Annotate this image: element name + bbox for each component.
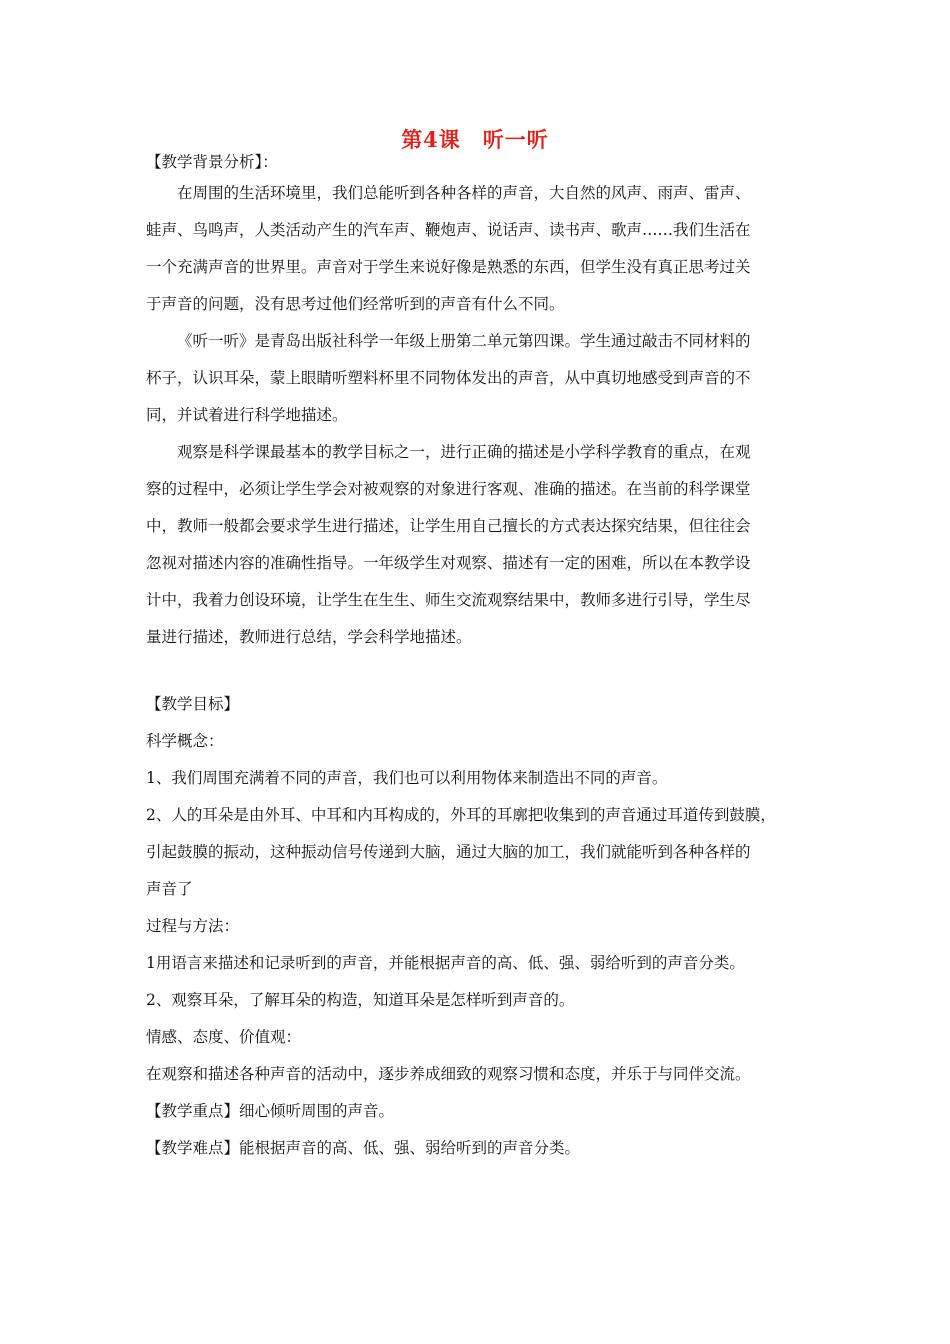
paragraph-line: 计中，我着力创设环境，让学生在生生、师生交流观察结果中，教师多进行引导，学生尽 [146,591,751,609]
paragraph-line: 同，并试着进行科学地描述。 [146,406,348,424]
difficulty [146,1130,836,1167]
emotion-label: 情感、态度、价值观： [146,1028,302,1046]
concept-item: 引起鼓膜的振动，这种振动信号传递到大脑，通过大脑的加工，我们就能听到各种各样的 [146,843,751,861]
background-paragraph-2 [146,323,836,434]
key-point-label: 【教学重点】 [146,1102,240,1120]
lesson-number: 第4课 [401,127,461,152]
background-paragraph-3 [146,434,836,656]
paragraph-line: 忽视对描述内容的准确性指导。一年级学生对观察、描述有一定的困难，所以在本教学设 [146,554,751,572]
paragraph-line: 量进行描述，教师进行总结，学会科学地描述。 [146,628,472,646]
section-gap [146,656,836,686]
background-heading: 【教学背景分析】： [146,153,278,171]
process-item: 2、观察耳朵，了解耳朵的构造，知道耳朵是怎样听到声音的。 [146,991,575,1009]
paragraph-line: 于声音的问题，没有思考过他们经常听到的声音有什么不同。 [146,295,565,313]
key-point [146,1093,836,1130]
concept-label: 科学概念： [146,732,224,750]
paragraph-line: 察的过程中，必须让学生学会对被观察的对象进行客观、准确的描述。在当前的科学课堂 [146,480,751,498]
process-label: 过程与方法： [146,917,240,935]
paragraph-line: 在周围的生活环境里，我们总能听到各种各样的声音，大自然的风声、雨声、雷声、 [177,184,751,202]
emotion-item: 在观察和描述各种声音的活动中，逐步养成细致的观察习惯和态度，并乐于与同伴交流。 [146,1065,751,1083]
paragraph-line: 蛙声、鸟鸣声，人类活动产生的汽车声、鞭炮声、说话声、读书声、歌声……我们生活在 [146,221,751,239]
lesson-name: 听一听 [482,127,549,152]
objectives-heading: 【教学目标】 [146,695,240,713]
paragraph-line: 杯子，认识耳朵，蒙上眼睛听塑料杯里不同物体发出的声音，从中真切地感受到声音的不 [146,369,751,387]
paragraph-line: 一个充满声音的世界里。声音对于学生来说好像是熟悉的东西，但学生没有真正思考过关 [146,258,751,276]
paragraph-line: 中，教师一般都会要求学生进行描述，让学生用自己擅长的方式表达探究结果，但往往会 [146,517,751,535]
process-item: 1用语言来描述和记录听到的声音，并能根据声音的高、低、强、弱给听到的声音分类。 [146,954,745,972]
difficulty-text: 能根据声音的高、低、强、弱给听到的声音分类。 [239,1139,581,1157]
concept-item: 2、人的耳朵是由外耳、中耳和内耳构成的，外耳的耳廓把收集到的声音通过耳道传到鼓膜， [146,806,776,824]
key-point-text: 细心倾听周围的声音。 [239,1102,395,1120]
difficulty-label: 【教学难点】 [146,1139,240,1157]
paragraph-line: 观察是科学课最基本的教学目标之一，进行正确的描述是小学科学教育的重点，在观 [177,443,751,461]
concept-item: 声音了 [146,880,193,898]
paragraph-line: 《听一听》是青岛出版社科学一年级上册第二单元第四课。学生通过敲击不同材料的 [177,332,751,350]
background-paragraph-1 [146,175,836,323]
concept-item: 1、我们周围充满着不同的声音，我们也可以利用物体来制造出不同的声音。 [146,769,668,787]
document-body [146,150,836,1167]
